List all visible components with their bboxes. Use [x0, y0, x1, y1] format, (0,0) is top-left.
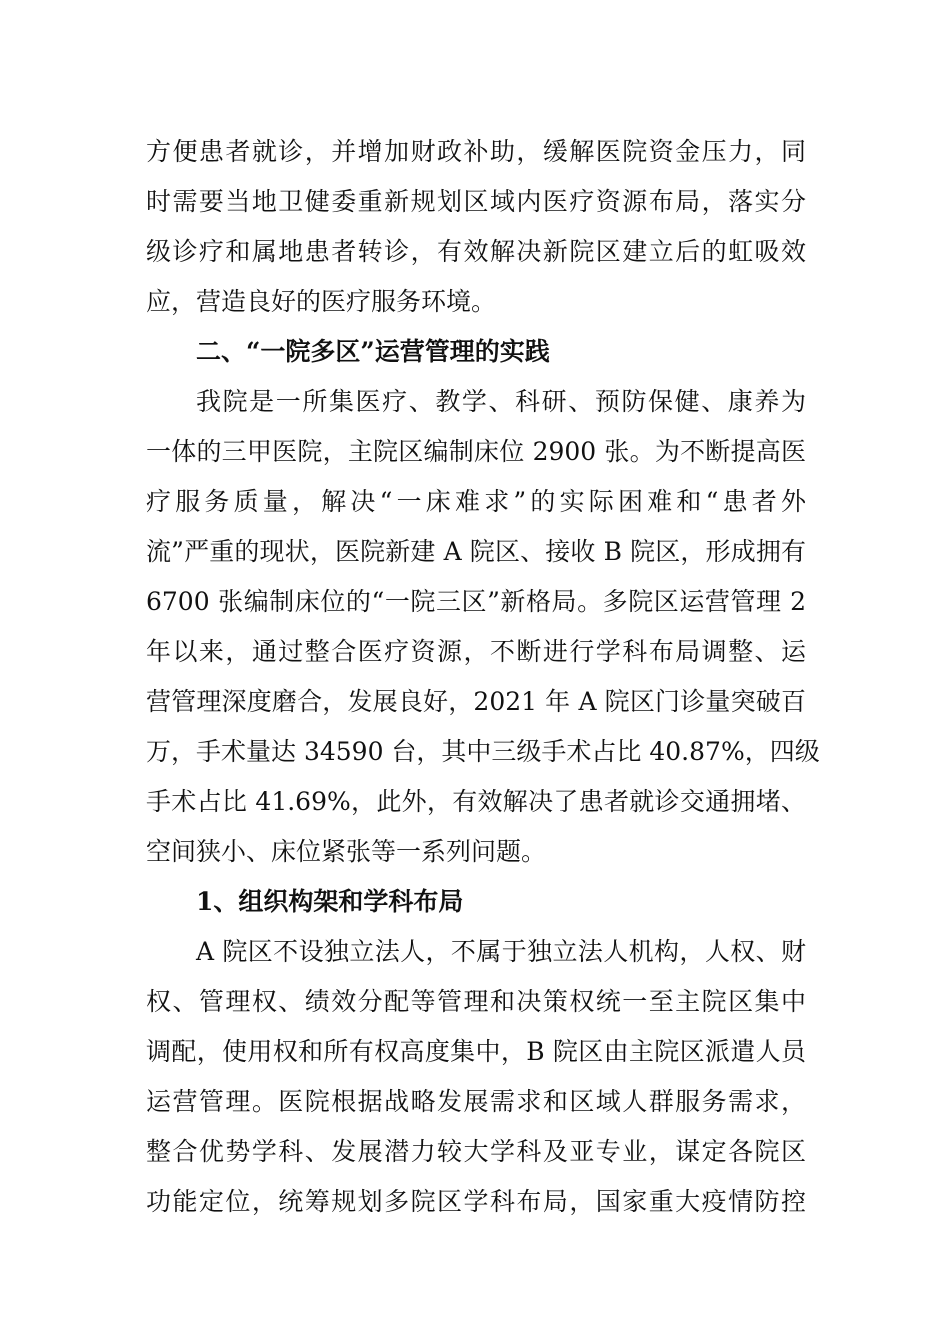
paragraph-line: 营管理深度磨合，发展良好，2021 年 A 院区门诊量突破百 — [146, 687, 806, 716]
paragraph-line: A 院区不设独立法人，不属于独立法人机构，人权、财 — [196, 937, 806, 966]
paragraph-line: 一体的三甲医院，主院区编制床位 2900 张。为不断提高医 — [146, 437, 806, 466]
paragraph-line: 6700 张编制床位的“一院三区”新格局。多院区运营管理 2 — [146, 587, 806, 616]
paragraph-line: 功能定位，统筹规划多院区学科布局，国家重大疫情防控 — [146, 1187, 806, 1216]
paragraph-line: 应，营造良好的医疗服务环境。 — [146, 287, 497, 316]
section-heading: 二、“一院多区”运营管理的实践 — [196, 337, 550, 366]
paragraph-line: 调配，使用权和所有权高度集中，B 院区由主院区派遣人员 — [146, 1037, 806, 1066]
paragraph-line: 手术占比 41.69%，此外，有效解决了患者就诊交通拥堵、 — [146, 787, 806, 816]
paragraph-line: 年以来，通过整合医疗资源，不断进行学科布局调整、运 — [146, 637, 806, 666]
paragraph-line: 时需要当地卫健委重新规划区域内医疗资源布局，落实分 — [146, 187, 806, 216]
subsection-heading: 1、组织构架和学科布局 — [196, 887, 464, 916]
paragraph-line: 运营管理。医院根据战略发展需求和区域人群服务需求， — [146, 1087, 806, 1116]
paragraph-line: 方便患者就诊，并增加财政补助，缓解医院资金压力，同 — [146, 137, 806, 166]
paragraph-line: 级诊疗和属地患者转诊，有效解决新院区建立后的虹吸效 — [146, 237, 806, 266]
paragraph-line: 万，手术量达 34590 台，其中三级手术占比 40.87%，四级 — [146, 737, 820, 766]
paragraph-line: 权、管理权、绩效分配等管理和决策权统一至主院区集中 — [146, 987, 806, 1016]
paragraph-line: 空间狭小、床位紧张等一系列问题。 — [146, 837, 547, 866]
paragraph-line: 整合优势学科、发展潜力较大学科及亚专业，谋定各院区 — [146, 1137, 806, 1166]
paragraph-line: 我院是一所集医疗、教学、科研、预防保健、康养为 — [196, 387, 806, 416]
paragraph-line: 疗服务质量，解决“一床难求”的实际困难和“患者外 — [146, 487, 806, 516]
paragraph-line: 流”严重的现状，医院新建 A 院区、接收 B 院区，形成拥有 — [146, 537, 806, 566]
